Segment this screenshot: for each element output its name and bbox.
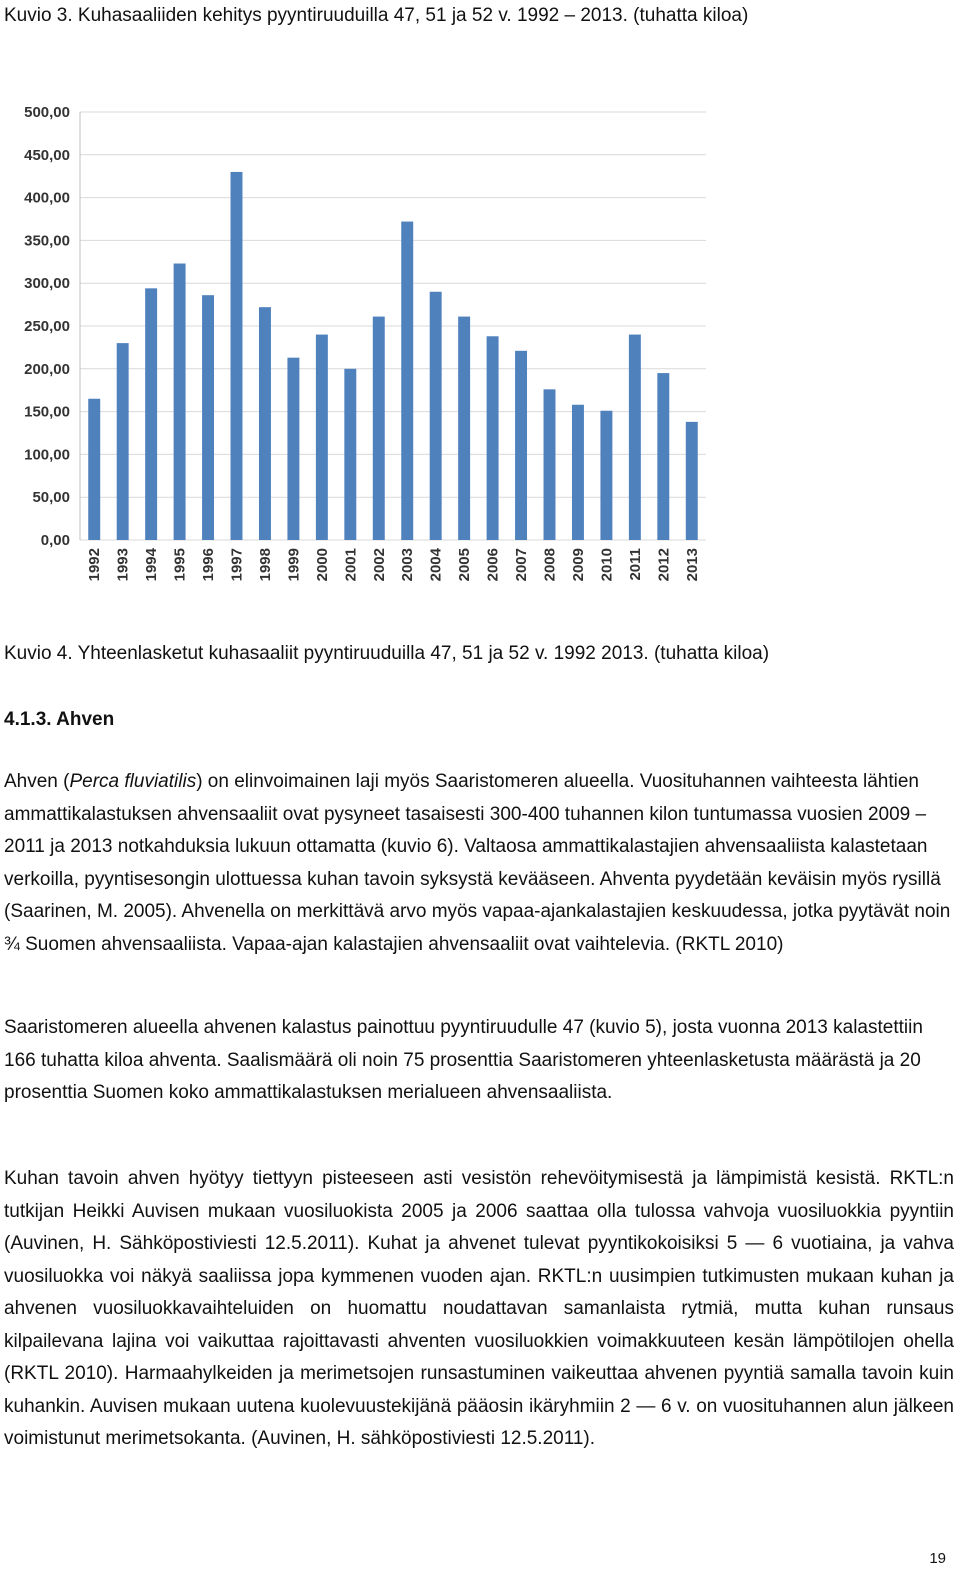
chart-bar <box>373 317 385 540</box>
chart-x-tick-label: 2008 <box>541 548 559 582</box>
chart-y-tick-label: 50,00 <box>32 489 70 507</box>
chart-x-tick-label: 2003 <box>399 548 417 582</box>
chart-bar <box>401 222 413 540</box>
chart-bar <box>174 264 186 540</box>
chart-x-tick-label: 1997 <box>228 548 246 582</box>
paragraph-text: Ahven ( <box>4 771 70 792</box>
chart-x-tick-label: 1998 <box>256 548 274 582</box>
chart-bar <box>287 358 299 540</box>
page-number: 19 <box>929 1550 946 1567</box>
paragraph-archipelago-catch: Saaristomeren alueella ahvenen kalastus painottuu pyyntiruudulle 47 (kuvio 5), josta vuonna 2013 kalastettiin 166 tuhatta kiloa ahventa. Saalismäärä oli noin 75 prosenttia Saaristomeren yhteenlasketusta määrästä ja 20 prosenttia Suomen koko ammattikalastuksen merialueen ahvensaaliista. <box>4 1017 923 1103</box>
chart-x-tick-label: 2007 <box>513 548 531 582</box>
paragraph-text: ) on elinvoimainen laji myös Saaristomeren alueella. Vuosituhannen vaihteesta lähtien ammattikalastuksen ahvensaaliit ovat pysyneet tasaisesti 300-400 tuhannen kilon tuntumassa vuosien 2009 – 2011 ja 2013 notkahduksia lukuun ottamatta (kuvio 6). <box>4 771 927 857</box>
chart-x-tick-labels <box>86 547 701 581</box>
figure-3-caption: Kuvio 3. Kuhasaaliiden kehitys pyyntiruuduilla 47, 51 ja 52 v. 1992 – 2013. (tuhatta kiloa) <box>4 5 749 26</box>
chart-bar <box>686 422 698 540</box>
chart-bar <box>458 317 470 540</box>
chart-y-tick-label: 100,00 <box>24 446 70 464</box>
chart-x-tick-label: 1999 <box>285 548 303 582</box>
chart-x-tick-label: 2012 <box>655 548 673 582</box>
chart-bar <box>487 336 499 540</box>
chart-bar <box>600 411 612 540</box>
chart-bar <box>544 389 556 540</box>
bar-chart <box>4 92 726 617</box>
chart-bar <box>202 295 214 540</box>
chart-y-tick-label: 300,00 <box>24 275 70 293</box>
chart-bars <box>88 172 697 540</box>
chart-bar <box>344 369 356 540</box>
chart-x-tick-label: 2013 <box>683 548 701 582</box>
paragraph-perch-intro <box>4 766 954 961</box>
chart-bar <box>430 292 442 540</box>
section-heading: 4.1.3. Ahven <box>4 709 115 730</box>
chart-x-tick-label: 2011 <box>626 548 644 581</box>
chart-x-tick-label: 2000 <box>313 548 331 582</box>
chart-bar <box>657 373 669 540</box>
chart-x-tick-label: 1993 <box>114 548 132 582</box>
chart-bar <box>629 335 641 540</box>
chart-x-tick-label: 1996 <box>200 548 218 582</box>
chart-y-tick-label: 200,00 <box>24 360 70 378</box>
chart-x-tick-label: 1994 <box>143 548 161 582</box>
chart-y-tick-label: 350,00 <box>24 232 70 250</box>
chart-bar <box>259 307 271 540</box>
chart-y-tick-label: 450,00 <box>24 146 70 164</box>
paragraph-year-classes: Kuhan tavoin ahven hyötyy tiettyyn pisteeseen asti vesistön rehevöitymisestä ja lämpimistä kesistä. RKTL:n tutkijan Heikki Auvisen mukaan vuosiluokista 2005 ja 2006 saattaa olla tulossa vahvoja vuosiluokkia pyyntiin (Auvinen, H. Sähköpostiviesti 12.5.2011). Kuhat ja ahvenet tulevat pyyntikokoisiksi 5 — 6 vuotiaina, ja vahva vuosiluokka voi näkyä saaliissa jopa kymmenen vuoden ajan. RKTL:n uusimpien tutkimusten mukaan kuhan ja ahvenen vuosiluokkavaihteluiden on huomattu noudattavan samanlaista rytmiä, mutta kuhan runsaus kilpailevana lajina voi vaikuttaa rajoittavasti ahventen vuosiluokkien voimakkuuteen kesän lämpötilojen ohella (RKTL 2010). Harmaahylkeiden ja merimetsojen runsastuminen vaikeuttaa ahvenen pyyntiä samalla tavoin kuin kuhankin. Auvisen mukaan uutena kuolevuustekijänä pääosin ikäryhmiin 2 — 6 v. on vuosituhannen alun jälkeen voimistunut merimetsokanta. (Auvinen, H. sähköpostiviesti 12.5.2011). <box>4 1168 954 1449</box>
chart-x-tick-label: 1992 <box>86 548 104 582</box>
figure-4-caption: Kuvio 4. Yhteenlasketut kuhasaaliit pyyntiruuduilla 47, 51 ja 52 v. 1992 2013. (tuhatta kiloa) <box>4 643 770 664</box>
chart-y-tick-labels <box>24 104 70 549</box>
chart-x-tick-label: 2002 <box>370 548 388 582</box>
chart-x-tick-label: 2005 <box>456 548 474 582</box>
chart-y-tick-label: 400,00 <box>24 189 70 207</box>
chart-bar <box>231 172 243 540</box>
chart-y-tick-label: 500,00 <box>24 104 70 121</box>
paragraph-text: Valtaosa ammattikalastajien ahvensaaliista kalastetaan verkoilla, pyyntisesongin ulottuessa kuhan tavoin syksystä kevääseen. Ahventa pyydetään keväisin myös rysillä (Saarinen, M. 2005). Ahvenella on merkittävä arvo myös vapaa-ajankalastajien keskuudessa, jotka pyytävät noin ¾ Suomen ahvensaaliista. Vapaa-ajan kalastajien ahvensaaliit ovat vaihtelevia. (RKTL 2010) <box>4 836 951 955</box>
bar-chart-svg <box>4 92 726 617</box>
chart-x-tick-label: 2004 <box>427 548 445 582</box>
chart-bar <box>572 405 584 540</box>
chart-x-tick-label: 1995 <box>171 548 189 582</box>
chart-bar <box>117 343 129 540</box>
species-name: Perca fluviatilis <box>69 771 197 792</box>
chart-y-tick-label: 0,00 <box>40 532 70 549</box>
chart-x-tick-label: 2010 <box>598 548 616 582</box>
chart-bar <box>88 399 100 540</box>
chart-y-tick-label: 250,00 <box>24 318 70 335</box>
chart-bar <box>515 351 527 540</box>
chart-x-tick-label: 2009 <box>569 548 587 582</box>
chart-bar <box>145 288 157 540</box>
chart-bar <box>316 335 328 540</box>
chart-x-tick-label: 2006 <box>484 548 502 582</box>
chart-x-tick-label: 2001 <box>342 548 360 582</box>
chart-y-tick-label: 150,00 <box>24 403 70 421</box>
